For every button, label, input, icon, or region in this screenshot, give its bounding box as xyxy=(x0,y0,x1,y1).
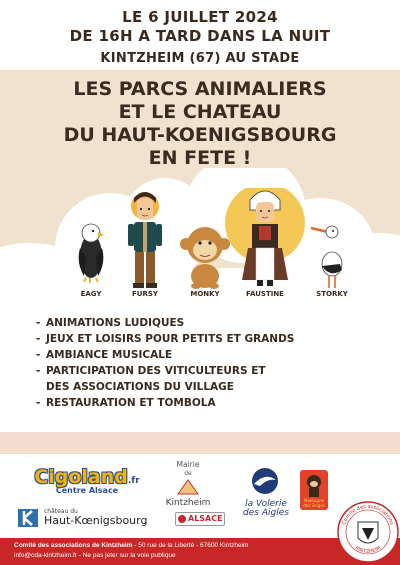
mairie-emblem-icon xyxy=(176,478,200,496)
peach-band xyxy=(0,432,400,454)
eagle-mascot xyxy=(79,224,104,283)
headline-line: DU HAUT-KOENIGSBOURG xyxy=(63,124,337,146)
volerie-logo: la Volerie des Aigles xyxy=(236,462,296,522)
character-label: MONKY xyxy=(190,290,220,298)
character-label: FAUSTINE xyxy=(246,290,284,298)
svg-text:KINTZHEIM: KINTZHEIM xyxy=(353,545,383,555)
fursy-mascot xyxy=(128,192,162,288)
headline xyxy=(0,78,400,170)
alsace-logo: ALSACE xyxy=(175,512,225,526)
list-item: - ANIMATIONS LUDIQUES xyxy=(36,317,185,329)
committee-seal xyxy=(336,500,400,564)
montagne-singes-logo: Montagne des Singes xyxy=(300,470,328,510)
list-item: - AMBIANCE MUSICALE xyxy=(36,349,173,361)
event-date: LE 6 JUILLET 2024 xyxy=(122,8,278,26)
character-label: FURSY xyxy=(132,290,158,298)
event-time: DE 16H A TARD DANS LA NUIT xyxy=(69,27,331,45)
character-label: STORKY xyxy=(316,290,348,298)
activities-list xyxy=(36,315,376,411)
monky-mascot xyxy=(180,227,230,289)
headline-line: LES PARCS ANIMALIERS xyxy=(73,78,327,100)
list-item: - JEUX ET LOISIRS POUR PETITS ET GRANDS xyxy=(36,333,295,345)
list-item: DES ASSOCIATIONS DU VILLAGE xyxy=(46,381,234,393)
chateau-emblem-icon xyxy=(18,509,38,527)
chateau-logo: château du Haut-Kœnigsbourg xyxy=(18,508,168,530)
svg-text:Comité des associations: Comité des associations xyxy=(341,503,395,526)
headline-line: EN FETE ! xyxy=(148,147,252,169)
storky-mascot xyxy=(311,226,342,288)
mascot-characters xyxy=(0,188,400,300)
faustine-mascot xyxy=(225,188,305,286)
footer-contact: info@cda-kintzheim.fr - Ne pas jeter sur la voie publique xyxy=(14,552,176,559)
list-item: - PARTICIPATION DES VITICULTEURS ET xyxy=(36,365,266,377)
event-header xyxy=(0,8,400,68)
cigoland-logo: Cigoland.fr Centre Alsace xyxy=(34,466,140,495)
monkey-icon xyxy=(303,473,325,497)
event-place: KINTZHEIM (67) AU STADE xyxy=(100,51,300,66)
list-item: - RESTAURATION ET TOMBOLA xyxy=(36,397,216,409)
character-label: EAGY xyxy=(80,290,102,298)
mairie-logo: Mairie de Kintzheim xyxy=(165,460,211,508)
headline-line: ET LE CHATEAU xyxy=(118,101,282,123)
footer-address: Comité des associations de Kintzheim - 50 rue de la Liberté - 67600 Kintzheim xyxy=(14,542,249,549)
volerie-emblem-icon xyxy=(250,466,280,496)
